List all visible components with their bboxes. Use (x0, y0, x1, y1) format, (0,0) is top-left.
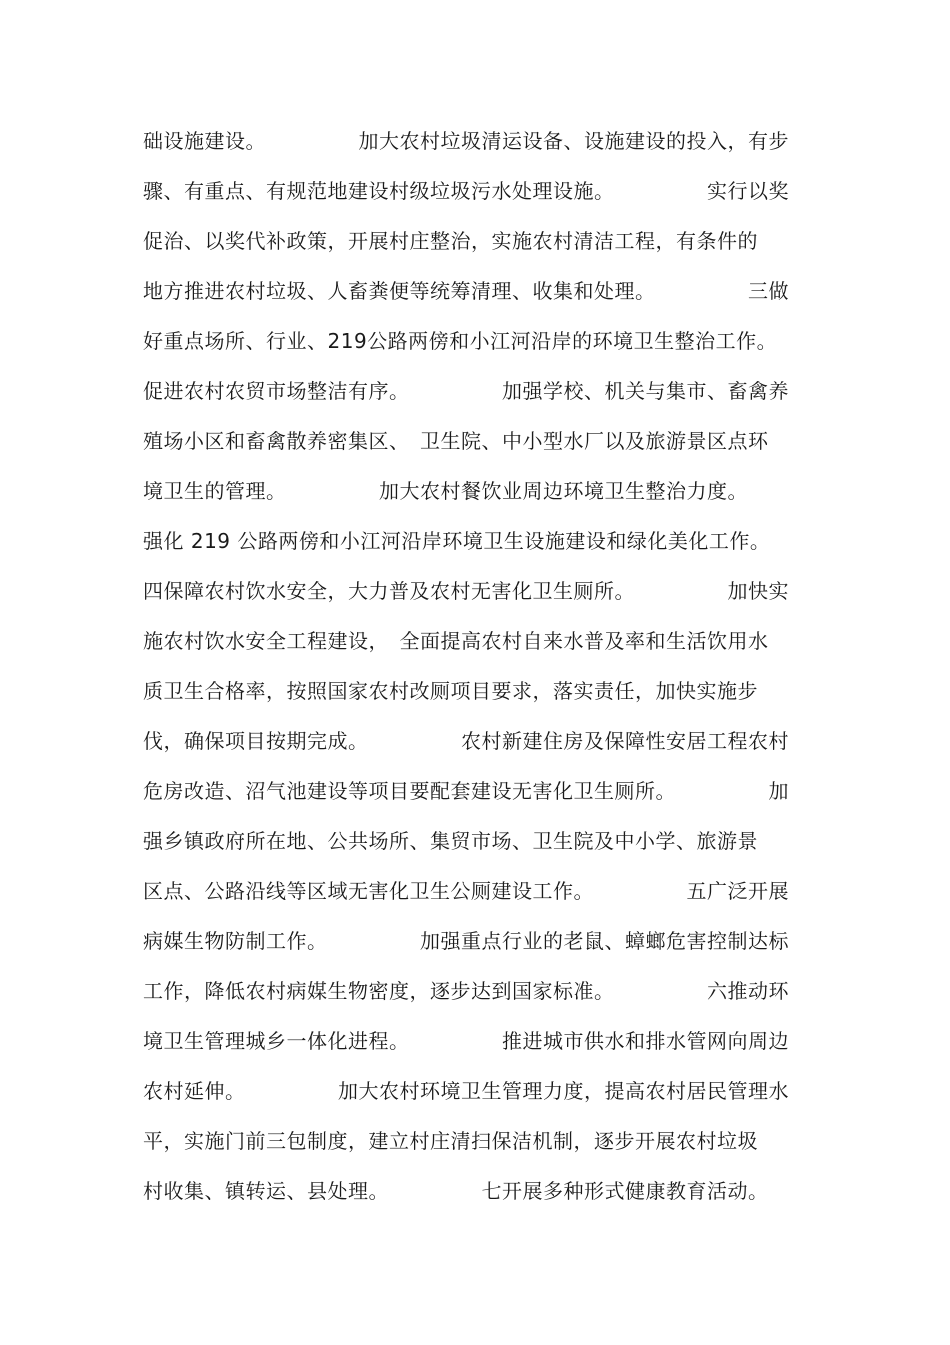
text-line-15: 强乡镇政府所在地、公共场所、集贸市场、卫生院及中小学、旅游景 (143, 829, 758, 853)
text-line-6: 促进农村农贸市场整洁有序。 加强学校、机关与集市、畜禽养 (143, 379, 789, 403)
text-line-20: 农村延伸。 加大农村环境卫生管理力度，提高农村居民管理水 (143, 1079, 789, 1103)
text-line-7: 殖场小区和畜禽散养密集区、 卫生院、中小型水厂以及旅游景区点环 (143, 429, 769, 453)
text-line-8: 境卫生的管理。 加大农村餐饮业周边环境卫生整治力度。 (143, 479, 748, 503)
text-line-13: 伐，确保项目按期完成。 农村新建住房及保障性安居工程农村 (143, 729, 789, 753)
text-line-2: 骤、有重点、有规范地建设村级垃圾污水处理设施。 实行以奖 (143, 179, 789, 203)
text-line-19: 境卫生管理城乡一体化进程。 推进城市供水和排水管网向周边 (143, 1029, 789, 1053)
text-line-11: 施农村饮水安全工程建设， 全面提高农村自来水普及率和生活饮用水 (143, 629, 769, 653)
text-line-18: 工作，降低农村病媒生物密度，逐步达到国家标准。 六推动环 (143, 979, 789, 1003)
text-line-1: 础设施建设。 加大农村垃圾清运设备、设施建设的投入，有步 (143, 129, 789, 153)
text-line-9: 强化 219 公路两傍和小江河沿岸环境卫生设施建设和绿化美化工作。 (143, 529, 771, 553)
body-text (143, 122, 823, 1222)
text-line-4: 地方推进农村垃圾、人畜粪便等统筹清理、收集和处理。 三做 (143, 279, 789, 303)
text-line-14: 危房改造、沼气池建设等项目要配套建设无害化卫生厕所。 加 (143, 779, 789, 803)
text-line-3: 促治、以奖代补政策，开展村庄整治，实施农村清洁工程，有条件的 (143, 229, 758, 253)
text-line-12: 质卫生合格率，按照国家农村改厕项目要求，落实责任，加快实施步 (143, 679, 758, 703)
text-line-16: 区点、公路沿线等区域无害化卫生公厕建设工作。 五广泛开展 (143, 879, 789, 903)
text-line-22: 村收集、镇转运、县处理。 七开展多种形式健康教育活动。 (143, 1179, 769, 1203)
text-line-21: 平，实施门前三包制度，建立村庄清扫保洁机制，逐步开展农村垃圾 (143, 1129, 758, 1153)
text-line-17: 病媒生物防制工作。 加强重点行业的老鼠、蟑螂危害控制达标 (143, 929, 789, 953)
text-line-10: 四保障农村饮水安全，大力普及农村无害化卫生厕所。 加快实 (143, 579, 789, 603)
text-line-5: 好重点场所、行业、219公路两傍和小江河沿岸的环境卫生整治工作。 (143, 329, 778, 353)
